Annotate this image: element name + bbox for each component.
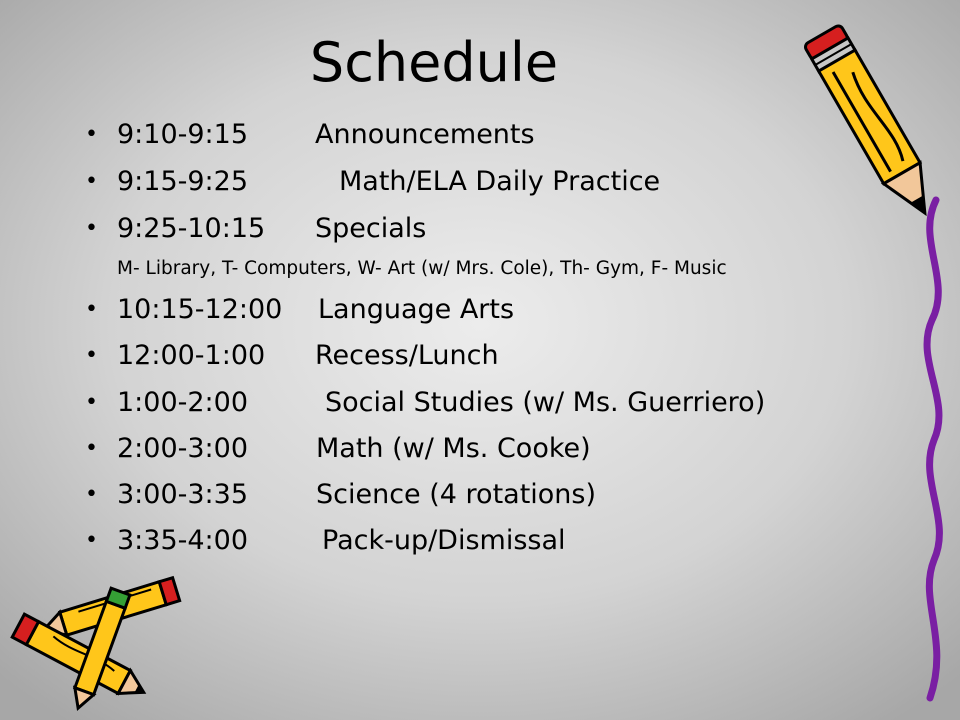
bullet-icon: •	[85, 482, 98, 507]
bullet-icon: •	[85, 216, 98, 241]
bullet-icon: •	[85, 528, 98, 553]
activity-name: Specials	[315, 213, 427, 244]
time-range: 1:00-2:00	[117, 387, 249, 418]
specials-note: M- Library, T- Computers, W- Art (w/ Mrs. Cole), Th- Gym, F- Music	[117, 258, 727, 279]
time-range: 9:10-9:15	[117, 119, 249, 150]
activity-name: Science (4 rotations)	[316, 479, 597, 510]
time-range: 12:00-1:00	[117, 340, 266, 371]
bullet-icon: •	[85, 390, 98, 415]
pencils-clipart-icon	[0, 578, 200, 718]
time-range: 3:00-3:35	[117, 479, 249, 510]
activity-name: Math (w/ Ms. Cooke)	[316, 433, 591, 464]
bullet-icon: •	[85, 343, 98, 368]
activity-name: Announcements	[315, 119, 535, 150]
activity-name: Language Arts	[318, 294, 515, 325]
activity-name: Recess/Lunch	[315, 340, 499, 371]
slide-title: Schedule	[309, 31, 559, 94]
bullet-icon: •	[85, 169, 98, 194]
time-range: 3:35-4:00	[117, 525, 249, 556]
bullet-icon: •	[85, 122, 98, 147]
activity-name: Pack-up/Dismissal	[322, 525, 566, 556]
bullet-icon: •	[85, 297, 98, 322]
time-range: 9:25-10:15	[117, 213, 266, 244]
squiggle-line-icon	[908, 200, 958, 700]
bullet-icon: •	[85, 436, 98, 461]
activity-name: Math/ELA Daily Practice	[339, 166, 661, 197]
time-range: 9:15-9:25	[117, 166, 249, 197]
activity-name: Social Studies (w/ Ms. Guerriero)	[325, 387, 766, 418]
time-range: 10:15-12:00	[117, 294, 283, 325]
time-range: 2:00-3:00	[117, 433, 249, 464]
